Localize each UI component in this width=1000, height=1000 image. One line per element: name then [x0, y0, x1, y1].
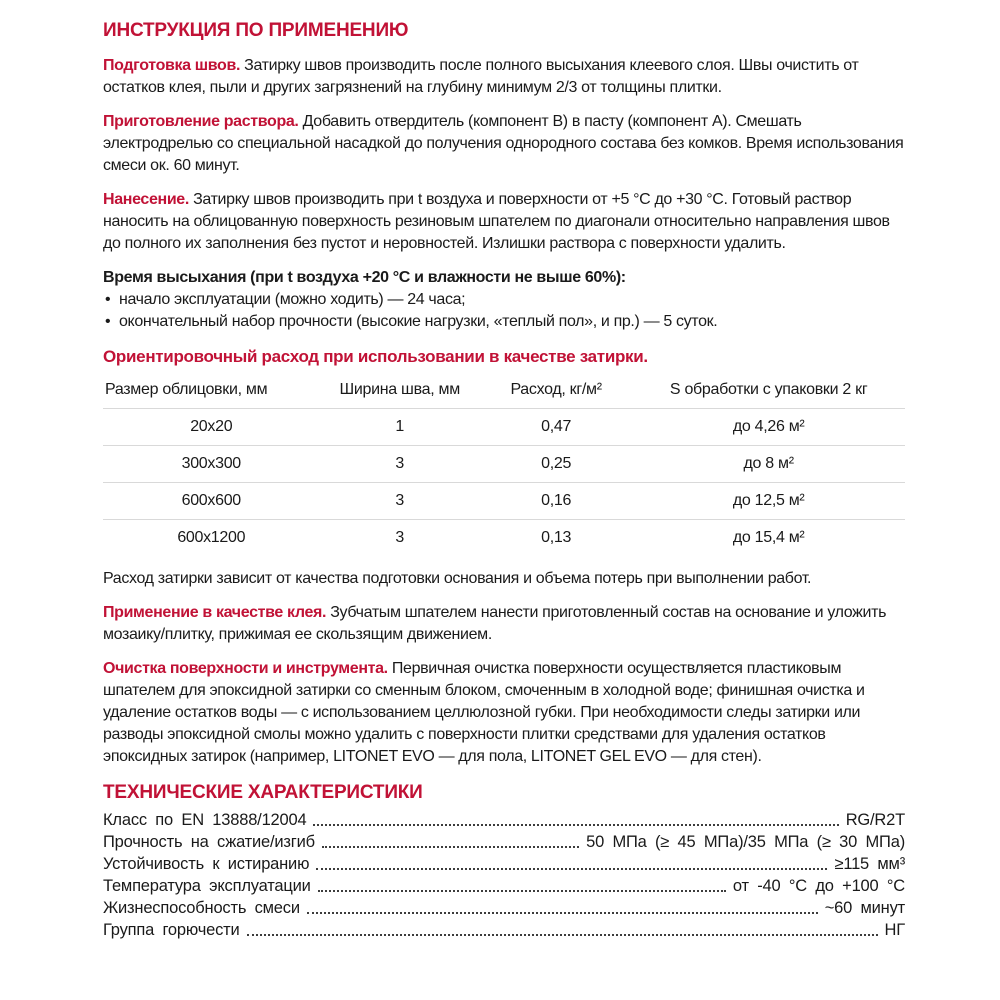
- spec-row: [103, 831, 905, 853]
- paragraph-lead: Нанесение.: [103, 191, 189, 208]
- spec-label: Прочность на сжатие/изгиб: [103, 833, 315, 851]
- dot-leader: [322, 846, 579, 848]
- spec-row: [103, 875, 905, 897]
- paragraph-text: Зубчатым шпателем нанести приготовленный состав на основание и уложить мозаику/плитку, прижимая ее скользящим движением.: [103, 604, 887, 643]
- paragraph-text: Первичная очистка поверхности осуществляется пластиковым шпателем для эпоксидной затирки со сменным блоком, смоченным в холодной воде; финишная очистка и удаление остатков воды — с использованием целлюлозной губки. При необходимости следы затирки или разводы эпоксидной смолы можно удалить с поверхности плитки средствами для удаления остатков эпоксидных затирок (например, LITONET EVO — для пола, LITONET GEL EVO — для стен).: [103, 660, 865, 765]
- dot-leader: [307, 912, 818, 914]
- dot-leader: [316, 868, 827, 870]
- table-cell: до 12,5 м²: [632, 483, 905, 520]
- consumption-note: Расход затирки зависит от качества подготовки основания и объема потерь при выполнении работ.: [103, 570, 812, 587]
- bullet-item: • начало эксплуатации (можно ходить) — 24 часа;: [103, 289, 905, 311]
- paragraph-joint-preparation: [103, 55, 905, 99]
- specs-list: [103, 809, 905, 941]
- table-header-cell: S обработки с упаковки 2 кг: [632, 373, 905, 409]
- spec-row: [103, 809, 905, 831]
- spec-value: НГ: [884, 921, 905, 939]
- table-row: [103, 446, 905, 483]
- spec-row: [103, 919, 905, 941]
- table-cell: 3: [395, 529, 405, 546]
- spec-row: [103, 853, 905, 875]
- spec-value: ≥115 мм³: [834, 855, 905, 873]
- table-cell: до 8 м²: [632, 446, 905, 483]
- paragraph-mix-preparation: [103, 111, 905, 177]
- table-cell: до 4,26 м²: [632, 409, 905, 446]
- spec-label: Группа горючести: [103, 921, 240, 939]
- paragraph-text: Добавить отвердитель (компонент B) в пасту (компонент A). Смешать электродрелью со специальной насадкой до получения однородного состава без комков. Время использования смеси ок. 60 минут.: [103, 113, 904, 174]
- table-cell: 0,13: [541, 529, 572, 546]
- bullet-item: • окончательный набор прочности (высокие нагрузки, «теплый пол», и пр.) — 5 суток.: [103, 311, 905, 333]
- table-cell: 1: [320, 409, 480, 446]
- spec-value: от -40 °C до +100 °C: [732, 877, 905, 895]
- spec-value: ~60 минут: [824, 899, 905, 917]
- table-header-cell: Размер облицовки, мм: [103, 373, 320, 409]
- spec-label: Температура эксплуатации: [103, 877, 311, 895]
- table-row: [103, 520, 905, 557]
- paragraph-lead: Подготовка швов.: [103, 57, 241, 74]
- paragraph-text: Затирку швов производить после полного высыхания клеевого слоя. Швы очистить от остатков клея, пыли и других загрязнений на глубину минимум 2/3 от толщины плитки.: [103, 57, 859, 96]
- table-cell: до 15,4 м²: [732, 529, 805, 546]
- spec-label: Класс по EN 13888/12004: [103, 811, 307, 829]
- dot-leader: [318, 890, 726, 892]
- table-cell: 0,25: [480, 446, 632, 483]
- table-cell: 3: [320, 446, 480, 483]
- table-row: [103, 409, 905, 446]
- spec-row: [103, 897, 905, 919]
- table-header-cell: Расход, кг/м²: [480, 373, 632, 409]
- paragraph-lead: Приготовление раствора.: [103, 113, 299, 130]
- table-cell: 600x1200: [177, 529, 246, 546]
- table-cell: 3: [320, 483, 480, 520]
- table-cell: 300x300: [103, 446, 320, 483]
- paragraph-lead: Применение в качестве клея.: [103, 604, 327, 621]
- paragraph-application: [103, 189, 905, 255]
- table-cell: 0,16: [480, 483, 632, 520]
- paragraph-text: Затирку швов производить при t воздуха и поверхности от +5 °C до +30 °C. Готовый раствор наносить на облицованную поверхность резиновым шпателем по диагонали относительно направления швов до полного их заполнения без пустот и неровностей. Излишки раствора с поверхности удалить.: [103, 191, 890, 252]
- spec-label: Устойчивость к истиранию: [103, 855, 310, 873]
- table-row: [103, 483, 905, 520]
- page-title: ИНСТРУКЦИЯ ПО ПРИМЕНЕНИЮ: [103, 20, 409, 41]
- spec-label: Жизнеспособность смеси: [103, 899, 300, 917]
- drying-time-list: [103, 289, 905, 333]
- paragraph-lead: Очистка поверхности и инструмента.: [103, 660, 388, 677]
- specs-heading: ТЕХНИЧЕСКИЕ ХАРАКТЕРИСТИКИ: [103, 782, 423, 803]
- spec-value: 50 МПа (≥ 45 МПа)/35 МПа (≥ 30 МПа): [586, 833, 905, 851]
- spec-value: RG/R2T: [845, 811, 905, 829]
- consumption-heading: Ориентировочный расход при использовании в качестве затирки.: [103, 347, 648, 366]
- dot-leader: [313, 824, 838, 826]
- table-header-cell: Ширина шва, мм: [320, 373, 480, 409]
- table-cell: 600x600: [103, 483, 320, 520]
- table-cell: 20x20: [103, 409, 320, 446]
- consumption-table: [103, 373, 905, 556]
- paragraph-adhesive-use: [103, 602, 905, 646]
- drying-time-section: [103, 267, 905, 333]
- table-header-row: [103, 373, 905, 409]
- paragraph-cleaning: [103, 658, 905, 768]
- dot-leader: [247, 934, 878, 936]
- table-cell: 0,47: [480, 409, 632, 446]
- drying-time-heading: Время высыхания (при t воздуха +20 °C и влажности не выше 60%):: [103, 269, 626, 286]
